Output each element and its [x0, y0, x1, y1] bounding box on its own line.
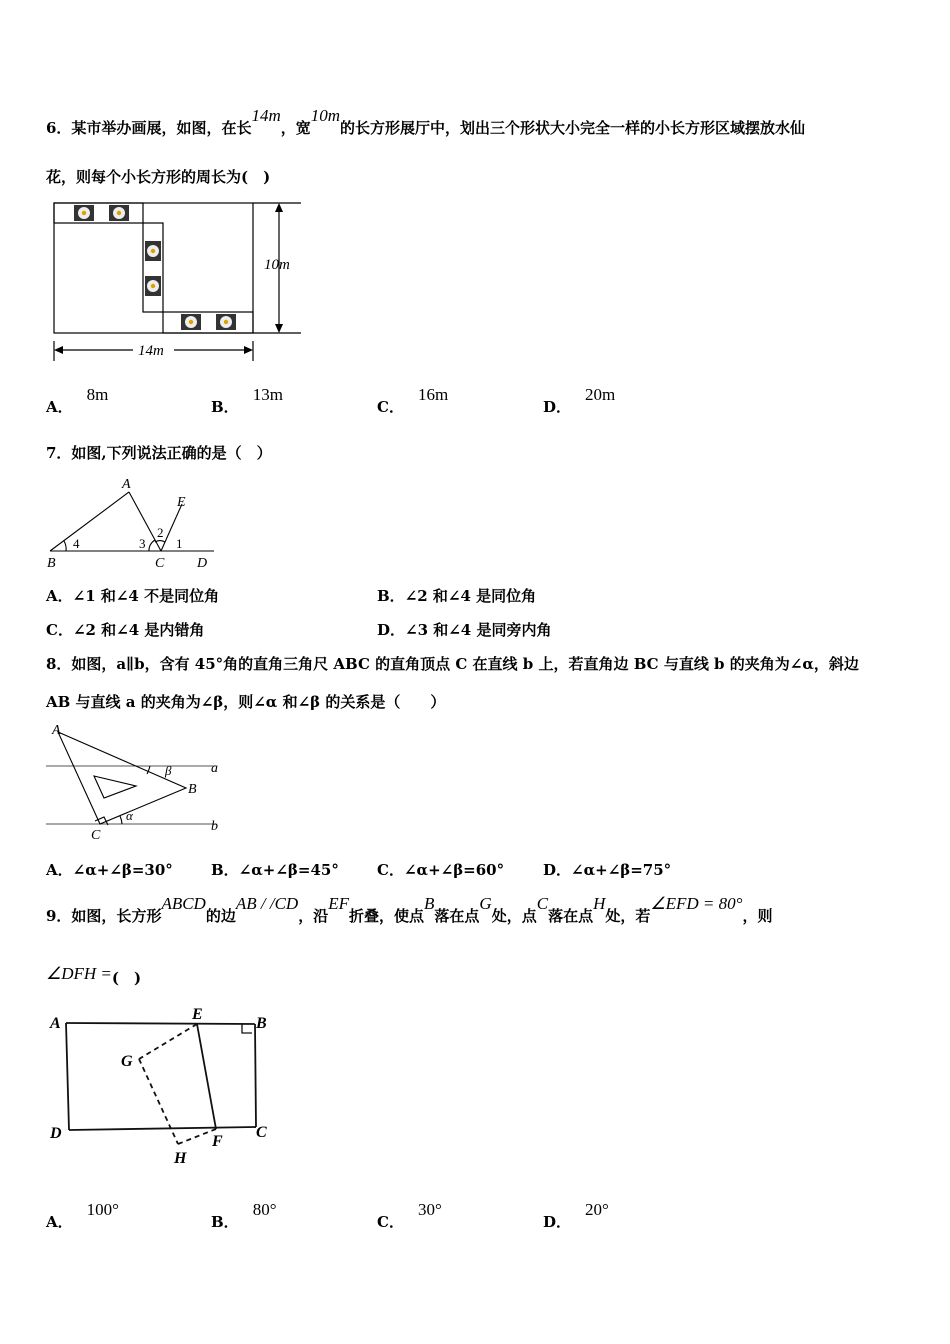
svg-text:F: F — [212, 1133, 223, 1150]
q6-length-math: 14m — [251, 106, 281, 125]
q6-option-a[interactable]: A．8m — [46, 385, 109, 416]
svg-text:B: B — [256, 1015, 267, 1032]
svg-text:4: 4 — [73, 536, 80, 551]
q6-option-b[interactable]: B．13m — [211, 385, 283, 416]
svg-text:a: a — [211, 761, 218, 776]
q8-option-d[interactable]: D．∠α+∠β=75° — [543, 861, 672, 879]
q8-option-b[interactable]: B．∠α+∠β=45° — [211, 861, 339, 879]
q9-figure — [44, 1000, 279, 1175]
svg-text:C: C — [155, 556, 165, 571]
q7-stem: 7．如图,下列说法正确的是（ ） — [46, 444, 272, 462]
flower-icon — [145, 276, 161, 296]
flower-icons — [74, 205, 236, 330]
q6-height-label: 10m — [264, 257, 290, 273]
q6-width-math: 10m — [310, 106, 341, 125]
flower-icon — [145, 241, 161, 261]
q9-stem-line1: 9．如图，长方形ABCD的边AB / /CD，沿EF折叠，使点B落在点G处，点C落在点H处，若∠EFD = 80°，则 — [46, 894, 773, 925]
flower-icon — [216, 314, 236, 330]
svg-text:H: H — [174, 1150, 187, 1167]
svg-text:A: A — [52, 723, 61, 738]
svg-text:β: β — [165, 763, 172, 778]
svg-text:C: C — [91, 828, 101, 843]
svg-text:B: B — [188, 782, 197, 797]
q8-stem-line2: AB 与直线 a 的夹角为∠β，则∠α 和∠β 的关系是（ ） — [46, 693, 446, 711]
q8-stem-line1: 8．如图，a∥b，含有 45°角的直角三角尺 ABC 的直角顶点 C 在直线 b 上，若直角边 BC 与直线 b 的夹角为∠α，斜边 — [46, 655, 859, 673]
svg-text:D: D — [197, 556, 208, 571]
q9-stem-line2: ∠DFH =( ) — [46, 964, 142, 987]
svg-text:A: A — [122, 477, 131, 492]
svg-text:b: b — [211, 819, 218, 834]
svg-text:2: 2 — [157, 525, 164, 540]
q8-option-a[interactable]: A．∠α+∠β=30° — [46, 861, 173, 879]
q8-figure — [44, 722, 234, 844]
q8-option-c[interactable]: C．∠α+∠β=60° — [377, 861, 505, 879]
svg-text:3: 3 — [139, 536, 146, 551]
q7-option-c[interactable]: C．∠2 和∠4 是内错角 — [46, 621, 205, 639]
svg-text:C: C — [256, 1124, 267, 1141]
svg-text:E: E — [192, 1006, 203, 1023]
flower-icon — [74, 205, 94, 221]
svg-text:1: 1 — [176, 536, 183, 551]
svg-text:G: G — [121, 1053, 133, 1070]
q6-stem-line1: 6．某市举办画展，如图，在长14m，宽10m的长方形展厅中，划出三个形状大小完全一样的小长方形区域摆放水仙 — [46, 106, 806, 137]
q9-option-d[interactable]: D．20° — [543, 1200, 609, 1231]
q6-stem-line2: 花，则每个小长方形的周长为( ) — [46, 168, 271, 186]
svg-text:A: A — [50, 1015, 61, 1032]
flower-icon — [109, 205, 129, 221]
svg-text:α: α — [126, 808, 133, 823]
q7-option-b[interactable]: B．∠2 和∠4 是同位角 — [377, 587, 537, 605]
svg-text:B: B — [47, 556, 56, 571]
q6-option-c[interactable]: C．16m — [377, 385, 449, 416]
q6-width-label: 14m — [138, 343, 164, 359]
flower-icon — [181, 314, 201, 330]
q6-option-d[interactable]: D．20m — [543, 385, 616, 416]
q9-option-c[interactable]: C．30° — [377, 1200, 442, 1231]
svg-text:E: E — [177, 495, 186, 510]
q7-option-d[interactable]: D．∠3 和∠4 是同旁内角 — [377, 621, 552, 639]
svg-text:D: D — [50, 1125, 62, 1142]
q7-figure — [46, 474, 221, 574]
q6-figure — [46, 195, 306, 365]
q9-option-a[interactable]: A．100° — [46, 1200, 119, 1231]
q7-option-a[interactable]: A．∠1 和∠4 不是同位角 — [46, 587, 220, 605]
q9-option-b[interactable]: B．80° — [211, 1200, 277, 1231]
